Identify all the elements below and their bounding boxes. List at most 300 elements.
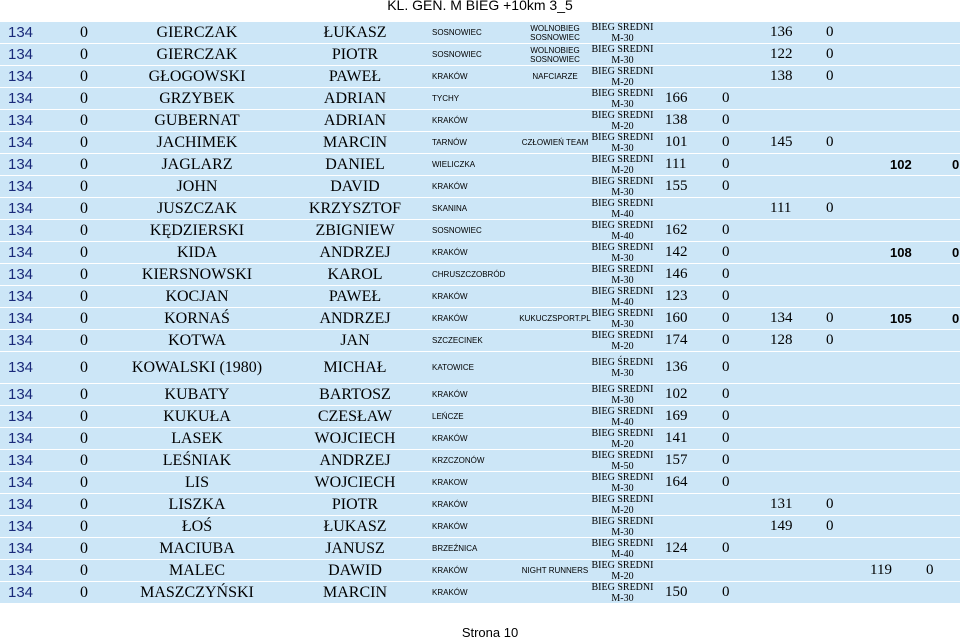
- score-cell: 102: [665, 386, 688, 402]
- first-name-cell: WOJCIECH: [314, 473, 396, 491]
- bib-number: 134: [8, 200, 34, 217]
- club-cell: CHRUSZCZOBRÓD: [432, 270, 506, 279]
- first-name-cell: JAN: [340, 331, 370, 349]
- surname-cell: KIERSNOWSKI: [141, 265, 253, 283]
- table-row: [0, 22, 960, 44]
- first-name-cell: ŁUKASZ: [323, 517, 387, 535]
- category-race: BIEG ŚREDNI: [591, 406, 654, 417]
- first-name-cell: MARCIN: [322, 583, 387, 601]
- surname-cell: MASZCZYŃSKI: [140, 583, 254, 601]
- surname-cell: GUBERNAT: [154, 111, 240, 129]
- table-row: [0, 264, 960, 286]
- score-cell: 0: [722, 244, 730, 260]
- score-cell: 0: [952, 311, 960, 326]
- club-cell: TARNÓW: [432, 138, 467, 147]
- zero-cell: 0: [80, 561, 88, 579]
- score-cell: 149: [770, 518, 793, 534]
- club-cell: KRAKÓW: [432, 588, 468, 597]
- zero-cell: 0: [80, 358, 88, 376]
- surname-cell: GIERCZAK: [156, 23, 238, 41]
- category-race: BIEG ŚREDNI: [591, 132, 654, 143]
- first-name-cell: PAWEŁ: [328, 67, 382, 85]
- category-cell: [585, 428, 660, 449]
- bib-number: 134: [8, 68, 34, 85]
- zero-cell: 0: [80, 517, 88, 535]
- category-age: M-20: [611, 164, 634, 175]
- surname-cell: JAGLARZ: [161, 155, 233, 173]
- surname-cell: LEŚNIAK: [162, 451, 232, 469]
- score-cell: 111: [665, 156, 687, 172]
- club-cell: TYCHY: [432, 94, 460, 103]
- category-race: BIEG ŚREDNI: [591, 176, 654, 187]
- table-row: [0, 110, 960, 132]
- table-row: [0, 330, 960, 352]
- category-cell: [585, 330, 660, 351]
- first-name-cell: MICHAŁ: [323, 358, 387, 376]
- score-cell: 119: [870, 562, 892, 578]
- table-row: [0, 560, 960, 582]
- category-race: BIEG ŚREDNI: [591, 198, 654, 209]
- category-cell: [585, 88, 660, 109]
- score-cell: 0: [722, 584, 730, 600]
- category-race: BIEG ŚREDNI: [591, 560, 654, 571]
- category-age: M-40: [611, 296, 634, 307]
- surname-cell: KOCJAN: [165, 287, 229, 305]
- score-cell: 131: [770, 496, 793, 512]
- category-race: BIEG ŚREDNI: [591, 516, 654, 527]
- bib-number: 134: [8, 540, 34, 557]
- category-race: BIEG ŚREDNI: [591, 472, 654, 483]
- table-row: [0, 198, 960, 220]
- surname-cell: KĘDZIERSKI: [149, 221, 245, 239]
- score-cell: 138: [665, 112, 688, 128]
- category-age: M-30: [611, 526, 634, 537]
- table-row: [0, 406, 960, 428]
- bib-number: 134: [8, 408, 34, 425]
- first-name-cell: PIOTR: [331, 45, 379, 63]
- table-row: [0, 44, 960, 66]
- zero-cell: 0: [80, 583, 88, 601]
- score-cell: 0: [722, 90, 730, 106]
- club-cell: BRZEŹNICA: [432, 544, 478, 553]
- category-cell: [585, 242, 660, 263]
- zero-cell: 0: [80, 177, 88, 195]
- club-cell: SOSNOWIEC: [432, 50, 482, 59]
- table-row: [0, 494, 960, 516]
- bib-number: 134: [8, 288, 34, 305]
- club-cell: KRAKÓW: [432, 182, 468, 191]
- category-race: BIEG ŚREDNI: [591, 286, 654, 297]
- bib-number: 134: [8, 359, 34, 376]
- table-row: [0, 154, 960, 176]
- score-cell: 169: [665, 408, 688, 424]
- first-name-cell: BARTOSZ: [319, 385, 391, 403]
- category-cell: [585, 494, 660, 515]
- first-name-cell: DANIEL: [325, 155, 385, 173]
- bib-number: 134: [8, 452, 34, 469]
- zero-cell: 0: [80, 221, 88, 239]
- surname-cell: KIDA: [177, 243, 217, 261]
- zero-cell: 0: [80, 155, 88, 173]
- score-cell: 0: [826, 332, 834, 348]
- score-cell: 128: [770, 332, 793, 348]
- category-cell: [585, 154, 660, 175]
- score-cell: 0: [722, 540, 730, 556]
- score-cell: 0: [826, 46, 834, 62]
- score-cell: 141: [665, 430, 688, 446]
- category-race: BIEG ŚREDNI: [591, 66, 654, 77]
- zero-cell: 0: [80, 243, 88, 261]
- category-cell: [585, 582, 660, 603]
- score-cell: 136: [770, 24, 793, 40]
- club-cell: KRAKÓW: [432, 292, 468, 301]
- category-age: M-20: [611, 340, 634, 351]
- score-cell: 0: [722, 452, 730, 468]
- bib-number: 134: [8, 332, 34, 349]
- surname-cell: LASEK: [171, 429, 223, 447]
- zero-cell: 0: [80, 67, 88, 85]
- category-age: M-40: [611, 230, 634, 241]
- surname-cell: LISZKA: [168, 495, 226, 513]
- score-cell: 105: [890, 311, 912, 326]
- table-row: [0, 286, 960, 308]
- bib-number: 134: [8, 46, 34, 63]
- table-row: [0, 242, 960, 264]
- surname-cell: JUSZCZAK: [156, 199, 237, 217]
- bib-number: 134: [8, 474, 34, 491]
- category-age: M-30: [611, 318, 634, 329]
- first-name-cell: KAROL: [327, 265, 383, 283]
- category-age: M-30: [611, 54, 634, 65]
- score-cell: 0: [722, 112, 730, 128]
- surname-cell: GIERCZAK: [156, 45, 238, 63]
- club-cell: KRAKÓW: [432, 390, 468, 399]
- category-cell: [585, 472, 660, 493]
- score-cell: 0: [722, 288, 730, 304]
- category-race: BIEG ŚREDNI: [591, 538, 654, 549]
- first-name-cell: ANDRZEJ: [319, 243, 391, 261]
- bib-number: 134: [8, 24, 34, 41]
- surname-cell: JOHN: [176, 177, 218, 195]
- category-age: M-30: [611, 186, 634, 197]
- score-cell: 164: [665, 474, 688, 490]
- first-name-cell: ADRIAN: [323, 89, 387, 107]
- score-cell: 136: [665, 359, 688, 375]
- page-footer: Strona 10: [461, 625, 519, 640]
- table-row: [0, 472, 960, 494]
- score-cell: 174: [665, 332, 688, 348]
- first-name-cell: MARCIN: [322, 133, 387, 151]
- table-row: [0, 538, 960, 560]
- category-race: BIEG ŚREDNI: [591, 384, 654, 395]
- category-race: BIEG ŚREDNI: [591, 88, 654, 99]
- bib-number: 134: [8, 496, 34, 513]
- first-name-cell: PAWEŁ: [328, 287, 382, 305]
- bib-number: 134: [8, 562, 34, 579]
- first-name-cell: ADRIAN: [323, 111, 387, 129]
- score-cell: 122: [770, 46, 793, 62]
- category-race: BIEG ŚREDNI: [591, 356, 654, 368]
- club-cell: KRAKÓW: [432, 500, 468, 509]
- first-name-cell: KRZYSZTOF: [308, 199, 402, 217]
- category-race: BIEG ŚREDNI: [591, 494, 654, 505]
- first-name-cell: PIOTR: [331, 495, 379, 513]
- bib-number: 134: [8, 90, 34, 107]
- bib-number: 134: [8, 134, 34, 151]
- score-cell: 150: [665, 584, 688, 600]
- club-cell: LEŃCZE: [432, 412, 464, 421]
- team-cell: CZŁOWIEŃ TEAM: [521, 138, 589, 147]
- bib-number: 134: [8, 222, 34, 239]
- score-cell: 157: [665, 452, 688, 468]
- category-age: M-40: [611, 416, 634, 427]
- category-cell: [585, 264, 660, 285]
- bib-number: 134: [8, 156, 34, 173]
- table-row: [0, 132, 960, 154]
- club-cell: KRAKÓW: [432, 434, 468, 443]
- table-row: [0, 384, 960, 406]
- score-cell: 0: [952, 245, 960, 260]
- score-cell: 0: [826, 310, 834, 326]
- category-age: M-50: [611, 460, 634, 471]
- bib-number: 134: [8, 178, 34, 195]
- zero-cell: 0: [80, 473, 88, 491]
- category-cell: [585, 516, 660, 537]
- club-cell: KRZCZONÓW: [432, 456, 485, 465]
- table-row: [0, 516, 960, 538]
- table-row: [0, 582, 960, 604]
- score-cell: 108: [890, 245, 912, 260]
- category-race: BIEG ŚREDNI: [591, 308, 654, 319]
- category-race: BIEG ŚREDNI: [591, 110, 654, 121]
- score-cell: 0: [722, 359, 730, 375]
- category-cell: [585, 132, 660, 153]
- zero-cell: 0: [80, 23, 88, 41]
- category-race: BIEG ŚREDNI: [591, 264, 654, 275]
- club-cell: KRAKÓW: [432, 116, 468, 125]
- score-cell: 0: [826, 134, 834, 150]
- table-row: [0, 220, 960, 242]
- category-cell: [585, 44, 660, 65]
- first-name-cell: ANDRZEJ: [319, 451, 391, 469]
- score-cell: 0: [826, 518, 834, 534]
- bib-number: 134: [8, 266, 34, 283]
- category-age: M-40: [611, 548, 634, 559]
- category-age: M-40: [611, 208, 634, 219]
- first-name-cell: ANDRZEJ: [319, 309, 391, 327]
- zero-cell: 0: [80, 309, 88, 327]
- table-row: [0, 308, 960, 330]
- category-cell: [585, 406, 660, 427]
- category-race: BIEG ŚREDNI: [591, 428, 654, 439]
- score-cell: 111: [770, 200, 792, 216]
- bib-number: 134: [8, 244, 34, 261]
- first-name-cell: WOJCIECH: [314, 429, 396, 447]
- surname-cell: GRZYBEK: [159, 89, 235, 107]
- team-cell: WOLNOBIEG SOSNOWIEC: [530, 45, 580, 64]
- score-cell: 166: [665, 90, 688, 106]
- surname-cell: KORNAŚ: [164, 309, 230, 327]
- category-cell: [585, 560, 660, 581]
- score-cell: 0: [722, 222, 730, 238]
- category-cell: [585, 308, 660, 329]
- category-race: BIEG ŚREDNI: [591, 242, 654, 253]
- category-age: M-30: [611, 98, 634, 109]
- category-cell: [585, 286, 660, 307]
- category-age: M-30: [611, 482, 634, 493]
- category-age: M-30: [611, 367, 634, 379]
- category-age: M-30: [611, 592, 634, 603]
- zero-cell: 0: [80, 111, 88, 129]
- category-age: M-20: [611, 76, 634, 87]
- category-cell: [585, 220, 660, 241]
- category-age: M-30: [611, 394, 634, 405]
- score-cell: 0: [722, 310, 730, 326]
- surname-cell: JACHIMEK: [156, 133, 238, 151]
- first-name-cell: ZBIGNIEW: [315, 221, 395, 239]
- surname-cell: GŁOGOWSKI: [148, 67, 246, 85]
- category-age: M-20: [611, 504, 634, 515]
- first-name-cell: ŁUKASZ: [323, 23, 387, 41]
- first-name-cell: JANUSZ: [325, 539, 385, 557]
- score-cell: 146: [665, 266, 688, 282]
- score-cell: 0: [722, 474, 730, 490]
- bib-number: 134: [8, 518, 34, 535]
- club-cell: SOSNOWIEC: [432, 28, 482, 37]
- table-row: [0, 352, 960, 384]
- bib-number: 134: [8, 112, 34, 129]
- category-cell: [585, 538, 660, 559]
- first-name-cell: DAVID: [330, 177, 380, 195]
- club-cell: KRAKÓW: [432, 248, 468, 257]
- table-row: [0, 176, 960, 198]
- score-cell: 0: [722, 266, 730, 282]
- category-race: BIEG ŚREDNI: [591, 22, 654, 33]
- team-cell: NAFCIARZE: [532, 72, 578, 81]
- category-cell: [585, 352, 660, 383]
- page-title: KL. GEN. M BIEG +10km 3_5: [387, 0, 573, 13]
- surname-cell: KUBATY: [164, 385, 230, 403]
- category-age: M-20: [611, 120, 634, 131]
- club-cell: WIELICZKA: [432, 160, 476, 169]
- score-cell: 0: [722, 178, 730, 194]
- zero-cell: 0: [80, 407, 88, 425]
- zero-cell: 0: [80, 385, 88, 403]
- table-row: [0, 66, 960, 88]
- surname-cell: ŁOŚ: [181, 517, 213, 535]
- category-race: BIEG ŚREDNI: [591, 450, 654, 461]
- surname-cell: LIS: [185, 473, 209, 491]
- category-age: M-30: [611, 142, 634, 153]
- first-name-cell: DAWID: [328, 561, 382, 579]
- category-cell: [585, 66, 660, 87]
- score-cell: 160: [665, 310, 688, 326]
- zero-cell: 0: [80, 331, 88, 349]
- bib-number: 134: [8, 386, 34, 403]
- score-cell: 0: [826, 496, 834, 512]
- category-race: BIEG ŚREDNI: [591, 44, 654, 55]
- category-age: M-30: [611, 32, 634, 43]
- zero-cell: 0: [80, 199, 88, 217]
- team-cell: NIGHT RUNNERS: [521, 566, 589, 575]
- score-cell: 134: [770, 310, 793, 326]
- score-cell: 0: [722, 408, 730, 424]
- surname-cell: MACIUBA: [159, 539, 235, 557]
- score-cell: 0: [722, 134, 730, 150]
- club-cell: KRAKÓW: [432, 522, 468, 531]
- score-cell: 0: [722, 386, 730, 402]
- category-cell: [585, 22, 660, 43]
- zero-cell: 0: [80, 495, 88, 513]
- score-cell: 0: [826, 24, 834, 40]
- category-cell: [585, 198, 660, 219]
- bib-number: 134: [8, 310, 34, 327]
- surname-cell: MALEC: [169, 561, 225, 579]
- category-race: BIEG ŚREDNI: [591, 220, 654, 231]
- club-cell: SKANINA: [432, 204, 468, 213]
- club-cell: KRAKÓW: [432, 566, 468, 575]
- zero-cell: 0: [80, 133, 88, 151]
- score-cell: 123: [665, 288, 688, 304]
- zero-cell: 0: [80, 287, 88, 305]
- score-cell: 0: [952, 157, 960, 172]
- zero-cell: 0: [80, 89, 88, 107]
- bib-number: 134: [8, 430, 34, 447]
- zero-cell: 0: [80, 265, 88, 283]
- surname-cell: KOTWA: [168, 331, 226, 349]
- club-cell: KATOWICE: [432, 363, 474, 372]
- zero-cell: 0: [80, 45, 88, 63]
- score-cell: 0: [826, 68, 834, 84]
- club-cell: SOSNOWIEC: [432, 226, 482, 235]
- team-cell: KUKUCZSPORT.PL: [519, 314, 591, 323]
- club-cell: KRAKOW: [432, 478, 468, 487]
- score-cell: 101: [665, 134, 688, 150]
- category-cell: [585, 384, 660, 405]
- category-age: M-30: [611, 252, 634, 263]
- score-cell: 102: [890, 157, 912, 172]
- score-cell: 0: [826, 200, 834, 216]
- score-cell: 138: [770, 68, 793, 84]
- table-row: [0, 428, 960, 450]
- category-race: BIEG ŚREDNI: [591, 154, 654, 165]
- category-race: BIEG ŚREDNI: [591, 330, 654, 341]
- category-cell: [585, 110, 660, 131]
- surname-cell: KUKUŁA: [163, 407, 231, 425]
- score-cell: 124: [665, 540, 688, 556]
- score-cell: 155: [665, 178, 688, 194]
- table-row: [0, 88, 960, 110]
- bib-number: 134: [8, 584, 34, 601]
- score-cell: 142: [665, 244, 688, 260]
- score-cell: 145: [770, 134, 793, 150]
- category-age: M-20: [611, 570, 634, 581]
- category-race: BIEG ŚREDNI: [591, 582, 654, 593]
- table-row: [0, 450, 960, 472]
- surname-cell: KOWALSKI (1980): [131, 358, 263, 376]
- score-cell: 0: [926, 562, 934, 578]
- club-cell: SZCZECINEK: [432, 336, 483, 345]
- club-cell: KRAKÓW: [432, 314, 468, 323]
- category-cell: [585, 450, 660, 471]
- team-cell: WOLNOBIEG SOSNOWIEC: [530, 23, 580, 42]
- first-name-cell: CZESŁAW: [317, 407, 393, 425]
- score-cell: 162: [665, 222, 688, 238]
- score-cell: 0: [722, 156, 730, 172]
- category-cell: [585, 176, 660, 197]
- category-age: M-20: [611, 438, 634, 449]
- category-age: M-30: [611, 274, 634, 285]
